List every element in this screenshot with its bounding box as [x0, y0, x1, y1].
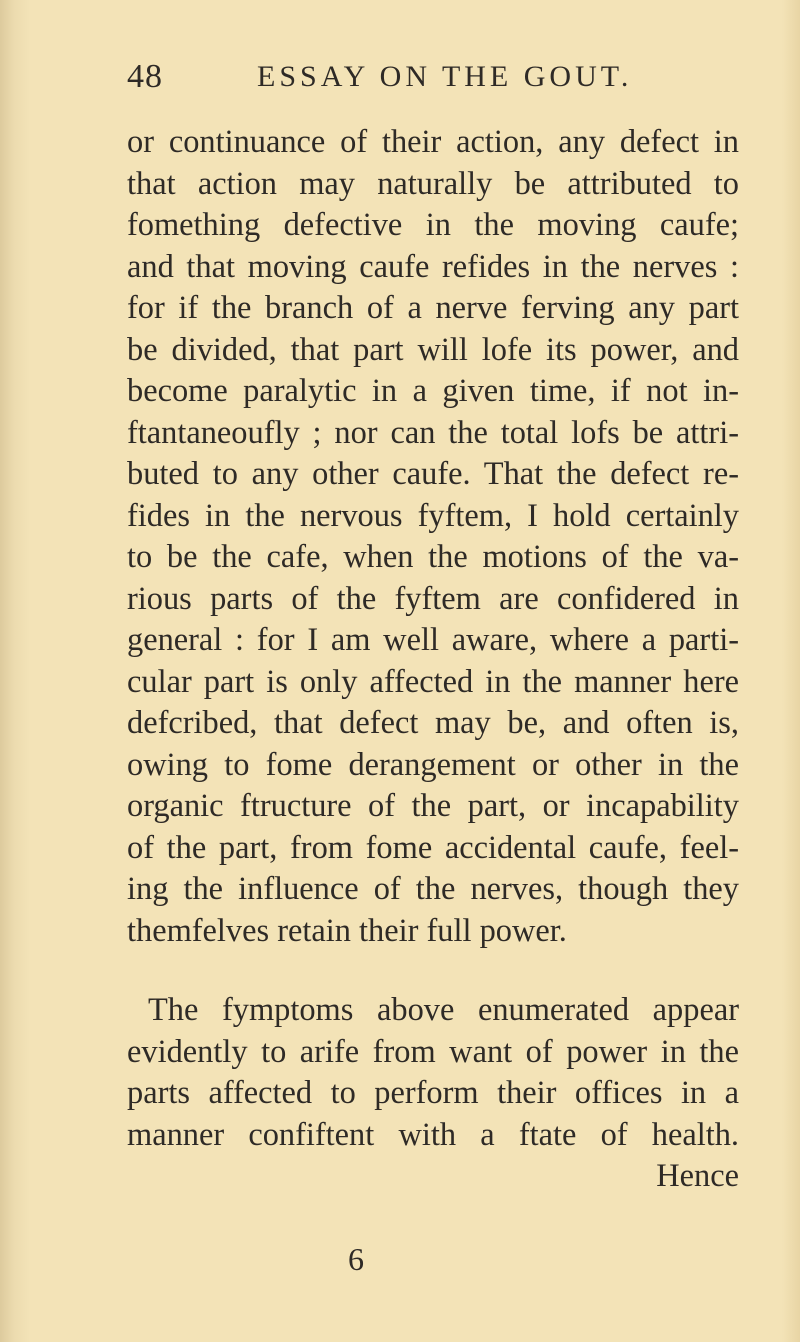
- text-line: fomething defective in the moving caufe;: [127, 207, 739, 243]
- paragraph-2: [127, 990, 739, 1156]
- text-line: that action may naturally be attributed to: [127, 165, 739, 202]
- page-number: 48: [127, 58, 163, 95]
- text-line: buted to any other caufe. That the defect re-: [127, 456, 739, 492]
- text-line: for if the branch of a nerve ferving any part: [127, 290, 739, 326]
- text-line: defcribed, that defect may be, and often is,: [127, 705, 739, 741]
- running-title: ESSAY ON THE GOUT.: [257, 60, 633, 93]
- signature-mark: 6: [348, 1241, 364, 1277]
- text-line: fides in the nervous fyftem, I hold certainly: [127, 497, 739, 534]
- text-line: themfelves retain their full power.: [127, 912, 567, 949]
- paragraph-gap: [127, 952, 739, 990]
- text-line: become paralytic in a given time, if not in-: [127, 373, 739, 409]
- text-line: evidently to arife from want of power in the: [127, 1033, 739, 1070]
- text-line: or continuance of their action, any defect in: [127, 124, 739, 160]
- text-line: The fymptoms above enumerated appear: [148, 992, 739, 1028]
- text-line: manner confiftent with a ftate of health.: [127, 1116, 739, 1153]
- text-line: be divided, that part will lofe its power, and: [127, 331, 739, 368]
- text-line: cular part is only affected in the manner here: [127, 663, 739, 700]
- text-line: general : for I am well aware, where a parti-: [127, 622, 739, 658]
- text-line: parts affected to perform their offices in a: [127, 1075, 739, 1111]
- text-line: and that moving caufe refides in the nerves :: [127, 248, 739, 285]
- text-line: to be the cafe, when the motions of the va-: [127, 539, 739, 575]
- catchword: Hence: [656, 1158, 739, 1194]
- body-text: [127, 122, 739, 1198]
- paragraph-1: [127, 122, 739, 952]
- text-line: of the part, from fome accidental caufe, feel-: [127, 829, 739, 866]
- text-line: ing the influence of the nerves, though they: [127, 871, 739, 907]
- running-head: [127, 58, 737, 102]
- text-line: owing to fome derangement or other in the: [127, 746, 739, 783]
- text-line: rious parts of the fyftem are confidered in: [127, 580, 739, 617]
- text-line: organic ftructure of the part, or incapability: [127, 788, 739, 824]
- text-line: ftantaneoufly ; nor can the total lofs be attri-: [127, 414, 739, 451]
